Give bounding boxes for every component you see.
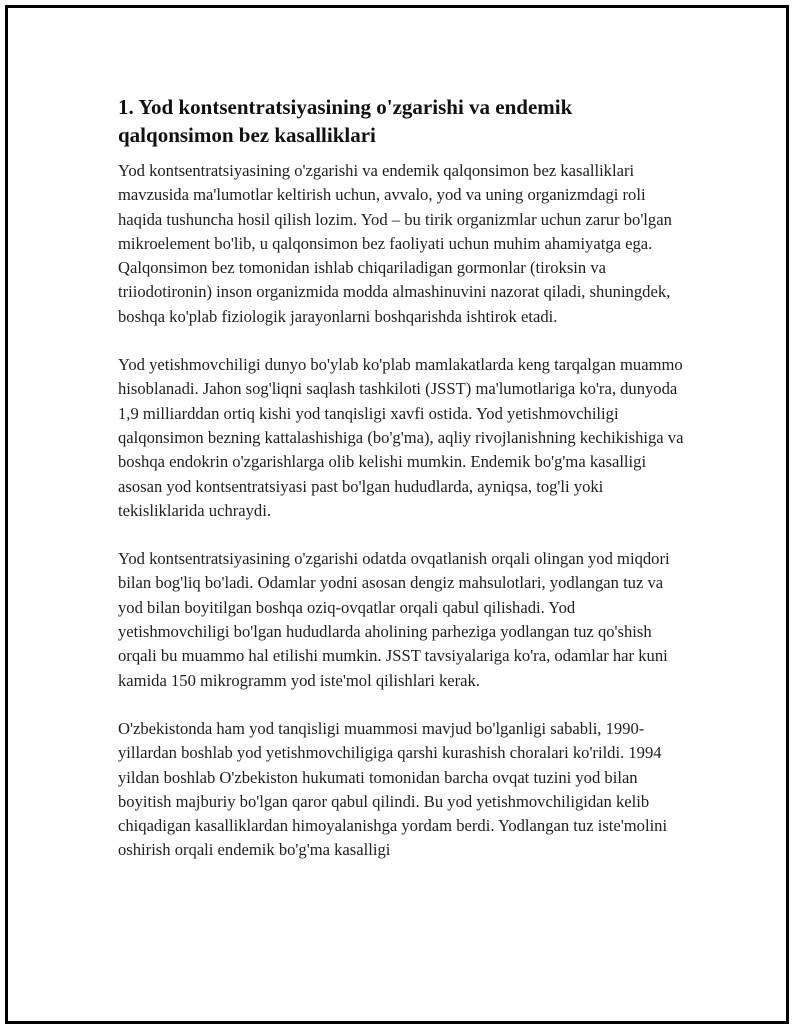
paragraph-3: Yod kontsentratsiyasining o'zgarishi odatda ovqatlanish orqali olingan yod miqdori bilan bog'liq bo'ladi. Odamlar yodni asosan dengiz mahsulotlari, yodlangan tuz va yod bilan boyitilgan boshqa oziq-ovqatlar orqali qabul qilishadi. Yod yetishmovchiligi bo'lgan hududlarda aholining parheziga yodlangan tuz qo'shish orqali bu muammo hal etilishi mumkin. JSST tavsiyalariga ko'ra, odamlar har kuni kamida 150 mikrogramm yod iste'mol qilishlari kerak. [118,549,670,690]
paragraph-4: O'zbekistonda ham yod tanqisligi muammosi mavjud bo'lganligi sababli, 1990-yillardan boshlab yod yetishmovchiligiga qarshi kurashish choralari ko'rildi. 1994 yildan boshlab O'zbekiston hukumati tomonidan barcha ovqat tuzini yod bilan boyitish majburiy bo'lgan qaror qabul qilindi. Bu yod yetishmovchiligidan kelib chiqadigan kasalliklardan himoyalanishga yordam berdi. Yodlangan tuz iste'molini oshirish orqali endemik bo'g'ma kasalligi [118,718,668,860]
section-heading: 1. Yod kontsentratsiyasining o'zgarishi va endemik qalqonsimon bez kasalliklari [118,95,573,147]
document-body [118,93,690,863]
paragraph-1: Yod kontsentratsiyasining o'zgarishi va endemik qalqonsimon bez kasalliklari mavzusida ma'lumotlar keltirish uchun, avvalo, yod va uning organizmdagi roli haqida tushuncha hosil qilish lozim. Yod – bu tirik organizmlar uchun zarur bo'lgan mikroelement bo'lib, u qalqonsimon bez faoliyati uchun muhim ahamiyatga ega. Qalqonsimon bez tomonidan ishlab chiqariladigan gormonlar (tiroksin va triiodotironin) inson organizmida modda almashinuvini nazorat qiladi, shuningdek, boshqa ko'plab fiziologik jarayonlarni boshqarishda ishtirok etadi. [118,161,672,326]
paragraph-2: Yod yetishmovchiligi dunyo bo'ylab ko'plab mamlakatlarda keng tarqalgan muammo hisoblanadi. Jahon sog'liqni saqlash tashkiloti (JSST) ma'lumotlariga ko'ra, dunyoda 1,9 milliarddan ortiq kishi yod tanqisligi xavfi ostida. Yod yetishmovchiligi qalqonsimon bezning kattalashishiga (bo'g'ma), aqliy rivojlanishning kechikishiga va boshqa endokrin o'zgarishlarga olib kelishi mumkin. Endemik bo'g'ma kasalligi asosan yod kontsentratsiyasi past bo'lgan hududlarda, ayniqsa, tog'li yoki tekisliklarida uchraydi. [118,355,684,520]
